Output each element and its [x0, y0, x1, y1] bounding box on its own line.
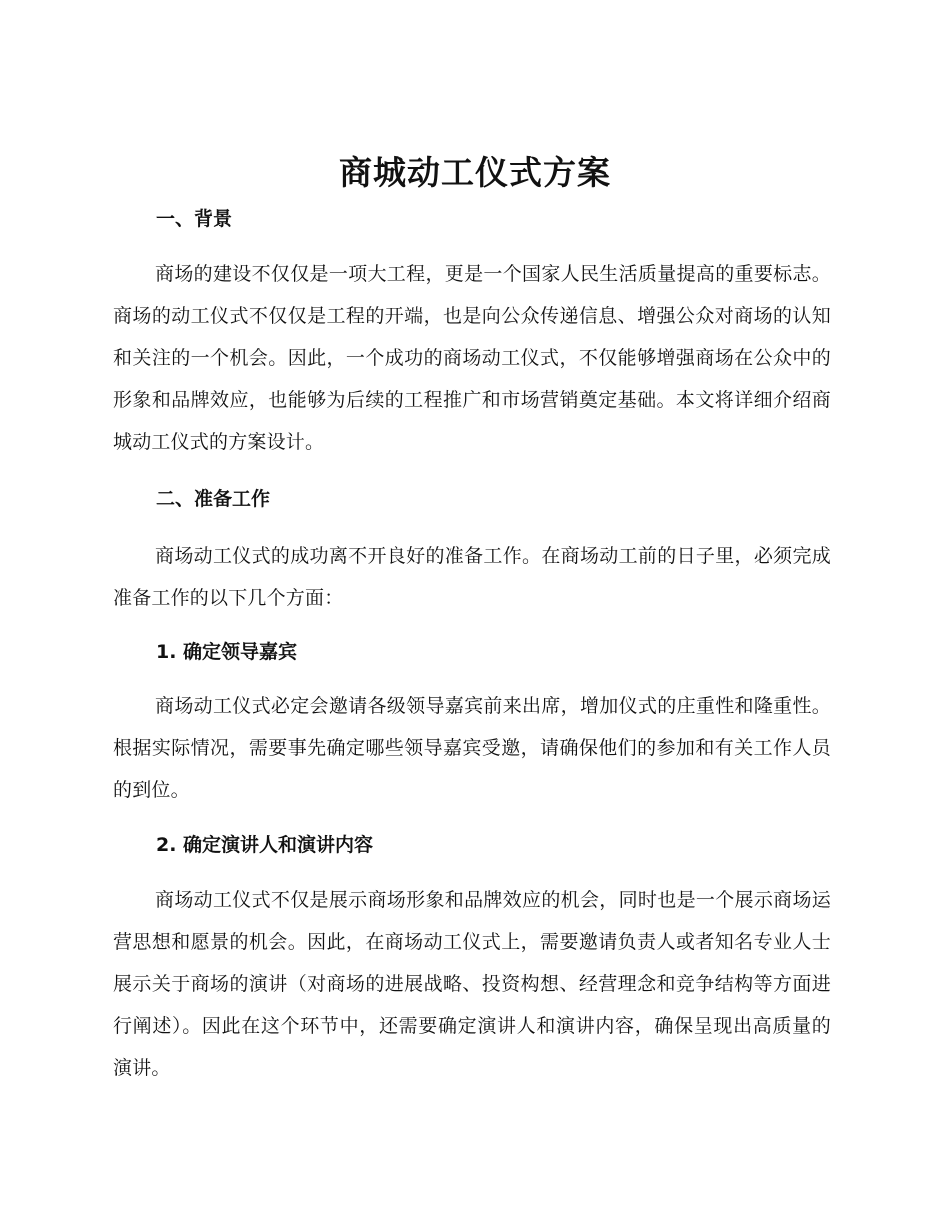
- subsection-heading-guests: 1. 确定领导嘉宾: [156, 641, 298, 663]
- section-heading-preparation: 二、准备工作: [156, 488, 271, 510]
- document-title: 商城动工仪式方案: [339, 153, 611, 192]
- section-heading-background: 一、背景: [156, 208, 233, 230]
- subsection-paragraph-speech: 商场动工仪式不仅是展示商场形象和品牌效应的机会，同时也是一个展示商场运营思想和愿景的机会。因此，在商场动工仪式上，需要邀请负责人或者知名专业人士展示关于商场的演讲（对商场的进展战略、投资构想、经营理念和竞争结构等方面进行阐述）。因此在这个环节中，还需要确定演讲人和演讲内容，确保呈现出高质量的演讲。: [113, 889, 831, 1079]
- subsection-heading-speech: 2. 确定演讲人和演讲内容: [156, 834, 374, 856]
- section-paragraph-background: 商场的建设不仅仅是一项大工程，更是一个国家人民生活质量提高的重要标志。商场的动工仪式不仅仅是工程的开端，也是向公众传递信息、增强公众对商场的认知和关注的一个机会。因此，一个成功的商场动工仪式，不仅能够增强商场在公众中的形象和品牌效应，也能够为后续的工程推广和市场营销奠定基础。本文将详细介绍商城动工仪式的方案设计。: [113, 263, 831, 453]
- subsection-paragraph-guests: 商场动工仪式必定会邀请各级领导嘉宾前来出席，增加仪式的庄重性和隆重性。根据实际情况，需要事先确定哪些领导嘉宾受邀，请确保他们的参加和有关工作人员的到位。: [113, 695, 831, 801]
- section-paragraph-preparation: 商场动工仪式的成功离不开良好的准备工作。在商场动工前的日子里，必须完成准备工作的以下几个方面：: [113, 545, 831, 609]
